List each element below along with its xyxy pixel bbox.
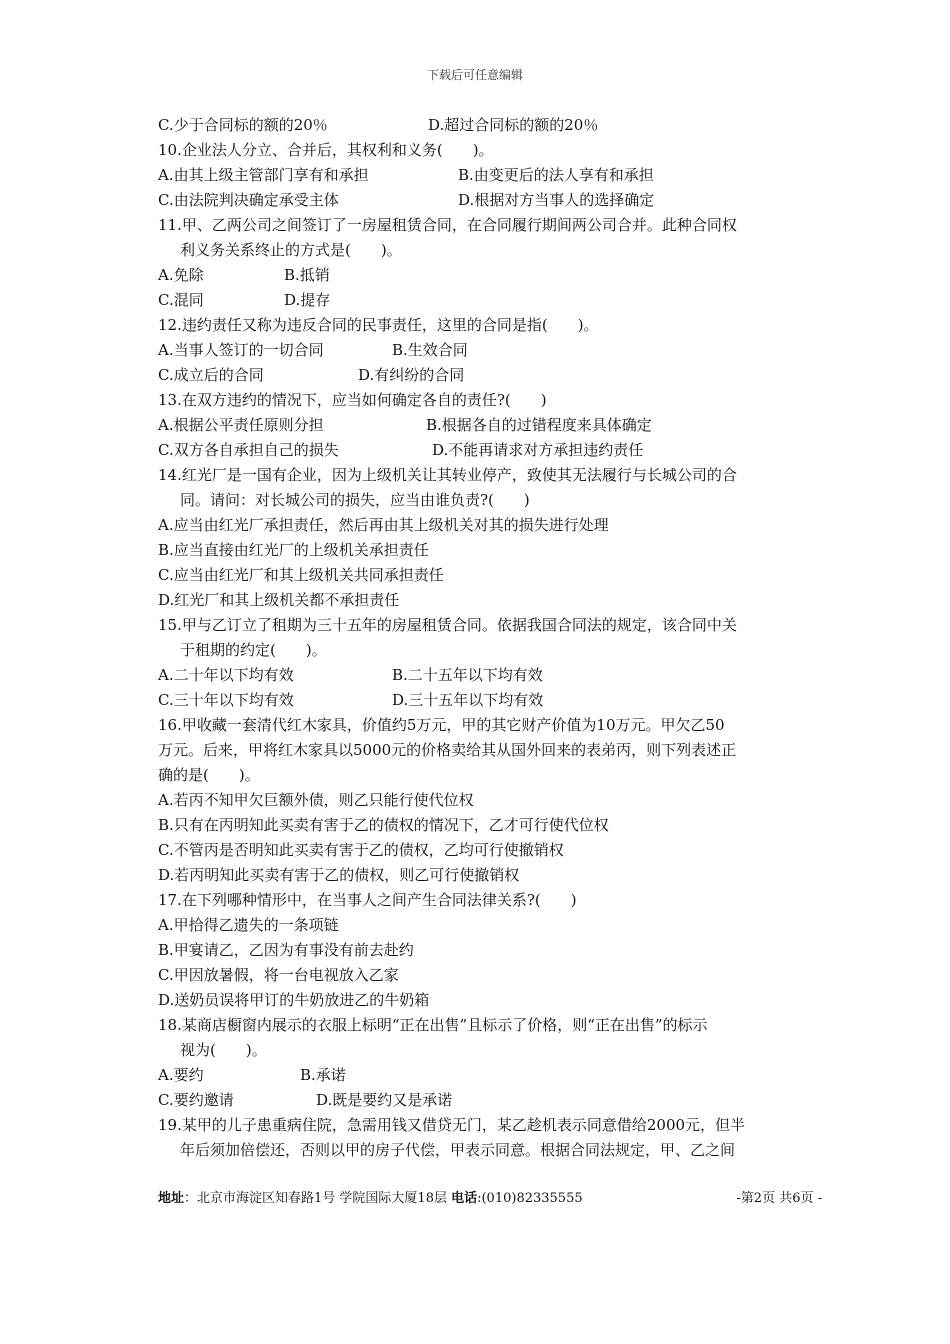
option-left: C.混同 [158,291,204,309]
option-left: C.由法院判决确定承受主体 [158,191,339,209]
address-text: ：北京市海淀区知春路1号 学院国际大厦18层 [184,1191,452,1206]
text-line: 18.某商店橱窗内展示的衣服上标明“正在出售”且标示了价格，则“正在出售”的标示 [158,1016,708,1034]
phone-text: :(010)82335555 [477,1191,583,1206]
option-right: D.三十五年以下均有效 [392,691,544,709]
text-line: 19.某甲的儿子患重病住院，急需用钱又借贷无门，某乙趁机表示同意借给2000元，但半 [158,1116,746,1134]
text-line: B.甲宴请乙，乙因为有事没有前去赴约 [158,941,414,959]
text-line: 利义务关系终止的方式是( )。 [180,241,402,259]
option-right: D.有纠纷的合同 [358,366,465,384]
document-body [158,113,810,1163]
text-line: 年后须加倍偿还，否则以甲的房子代偿，甲表示同意。根据合同法规定，甲、乙之间 [180,1141,736,1159]
option-left: C.三十年以下均有效 [158,691,294,709]
text-line: 于租期的约定( )。 [180,641,327,659]
address-label: 地址 [158,1191,185,1206]
phone-label: 电话 [451,1191,478,1206]
text-line [158,363,810,388]
text-line: D.红光厂和其上级机关都不承担责任 [158,591,400,609]
option-right: B.由变更后的法人享有和承担 [458,166,654,184]
option-left: A.要约 [158,1066,204,1084]
text-line: 11.甲、乙两公司之间签订了一房屋租赁合同，在合同履行期间两公司合并。此种合同权 [158,216,737,234]
text-line: B.只有在丙明知此买卖有害于乙的债权的情况下，乙才可行使代位权 [158,816,609,834]
option-left: A.免除 [158,266,204,284]
option-right: B.抵销 [284,266,330,284]
option-right: B.根据各自的过错程度来具体确定 [426,416,652,434]
text-line: 15.甲与乙订立了租期为三十五年的房屋租赁合同。依据我国合同法的规定，该合同中关 [158,616,737,634]
option-right: D.根据对方当事人的选择确定 [458,191,655,209]
text-line [158,263,810,288]
text-line: 17.在下列哪种情形中，在当事人之间产生合同法律关系?( ) [158,891,577,909]
text-line: D.送奶员误将甲订的牛奶放进乙的牛奶箱 [158,991,430,1009]
option-left: C.少于合同标的额的20％ [158,116,328,134]
text-line: C.甲因放暑假，将一台电视放入乙家 [158,966,399,984]
text-line: 13.在双方违约的情况下，应当如何确定各自的责任?( ) [158,391,547,409]
text-line [158,413,810,438]
page-footer [158,1189,822,1209]
text-line [158,338,810,363]
text-line: A.应当由红光厂承担责任，然后再由其上级机关对其的损失进行处理 [158,516,609,534]
text-line: C.应当由红光厂和其上级机关共同承担责任 [158,566,444,584]
option-left: A.根据公平责任原则分担 [158,416,324,434]
option-left: C.要约邀请 [158,1091,234,1109]
option-right: D.既是要约又是承诺 [316,1091,453,1109]
text-line [158,113,810,138]
option-right: D.不能再请求对方承担违约责任 [432,441,644,459]
text-line: 12.违约责任又称为违反合同的民事责任，这里的合同是指( )。 [158,316,599,334]
text-line: D.若丙明知此买卖有害于乙的债权，则乙可行使撤销权 [158,866,520,884]
page-number: -第2页 共6页 - [736,1191,822,1206]
option-right: B.二十五年以下均有效 [392,666,543,684]
text-line: 万元。后来，甲将红木家具以5000元的价格卖给其从国外回来的表弟丙，则下列表述正 [158,741,737,759]
text-line: 确的是( )。 [158,766,260,784]
text-line: 14.红光厂是一国有企业，因为上级机关让其转业停产，致使其无法履行与长城公司的合 [158,466,737,484]
text-line: 16.甲收藏一套清代红木家具，价值约5万元，甲的其它财产价值为10万元。甲欠乙50 [158,716,725,734]
text-line [158,1063,810,1088]
text-line: 10.企业法人分立、合并后，其权利和义务( )。 [158,141,494,159]
option-right: D.提存 [284,291,331,309]
text-line: B.应当直接由红光厂的上级机关承担责任 [158,541,429,559]
text-line: A.甲拾得乙遗失的一条项链 [158,916,339,934]
text-line: C.不管丙是否明知此买卖有害于乙的债权，乙均可行使撤销权 [158,841,564,859]
option-right: B.生效合同 [392,341,468,359]
text-line [158,438,810,463]
text-line [158,688,810,713]
option-left: A.由其上级主管部门享有和承担 [158,166,369,184]
page-header: 下载后可任意编辑 [426,68,523,82]
option-left: A.二十年以下均有效 [158,666,294,684]
option-left: C.成立后的合同 [158,366,264,384]
text-line [158,188,810,213]
text-line [158,663,810,688]
option-right: D.超过合同标的额的20％ [428,116,599,134]
text-line [158,288,810,313]
text-line [158,1088,810,1113]
text-line: 同。请问：对长城公司的损失，应当由谁负责?( ) [180,491,530,509]
option-right: B.承诺 [300,1066,346,1084]
text-line: 视为( )。 [180,1041,267,1059]
option-left: C.双方各自承担自己的损失 [158,441,339,459]
text-line: A.若丙不知甲欠巨额外债，则乙只能行使代位权 [158,791,474,809]
text-line [158,163,810,188]
option-left: A.当事人签订的一切合同 [158,341,324,359]
